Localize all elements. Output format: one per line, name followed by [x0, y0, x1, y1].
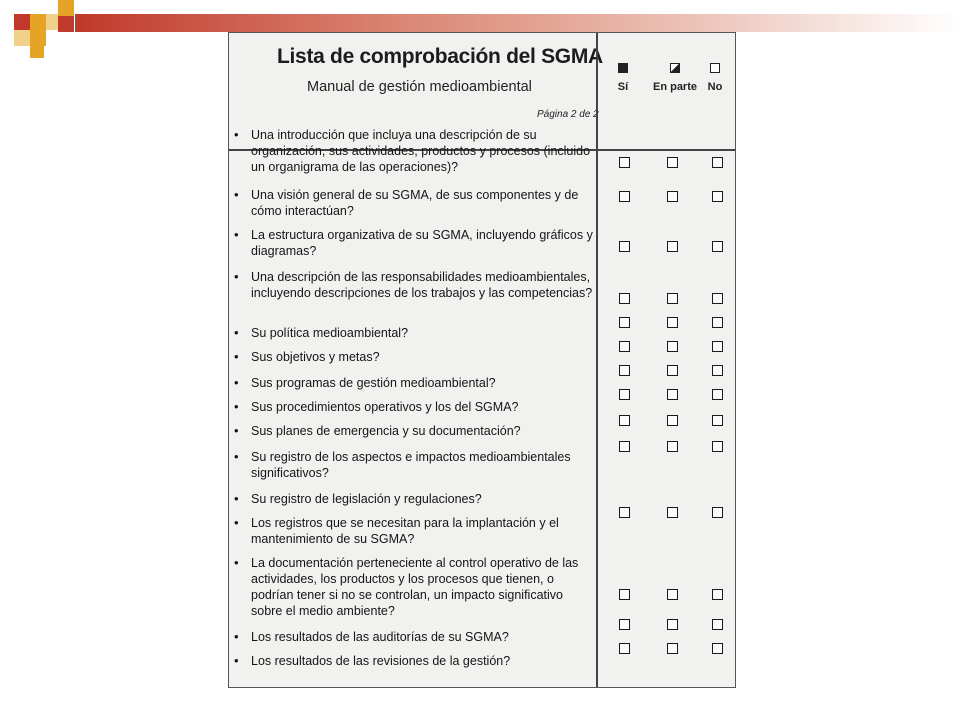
decor-square — [14, 14, 30, 30]
half-filled-square-icon — [670, 63, 680, 73]
decor-square — [46, 14, 58, 30]
checklist-item-text: La documentación perteneciente al control operativo de las actividades, los productos y los procesos que tienen, o podrían tener si no se controlan, un impacto significativo sobre el medio ambiente? — [251, 556, 579, 618]
checklist-item-text: Su política medioambiental? — [251, 326, 409, 340]
checkbox-si[interactable] — [619, 365, 630, 376]
checklist-item-text: Sus procedimientos operativos y los del SGMA? — [251, 400, 519, 414]
checklist-item — [234, 449, 596, 481]
bullet-icon: • — [234, 325, 239, 340]
checklist-item-text: Los resultados de las auditorías de su SGMA? — [251, 630, 509, 644]
checkbox-no[interactable] — [712, 317, 723, 328]
checklist-item-text: Una introducción que incluya una descripción de su organización, sus actividades, productos y procesos (incluido un organigrama de las operaciones)? — [251, 128, 591, 174]
bullet-icon: • — [234, 653, 239, 668]
checkbox-no[interactable] — [712, 589, 723, 600]
checkbox-no[interactable] — [712, 241, 723, 252]
checklist-item — [234, 653, 596, 669]
bullet-icon: • — [234, 375, 239, 390]
checklist-item — [234, 399, 596, 415]
checkbox-no[interactable] — [712, 441, 723, 452]
checklist-item — [234, 227, 596, 259]
checklist-item — [234, 491, 596, 507]
decor-square — [30, 14, 46, 30]
checklist-item-text: Sus planes de emergencia y su documentación? — [251, 424, 521, 438]
checklist-item-text: Una descripción de las responsabilidades medioambientales, incluyendo descripciones de los trabajos y las competencias? — [251, 270, 593, 300]
checklist-item — [234, 375, 596, 391]
filled-square-icon — [618, 63, 628, 73]
checklist-item-text: Una visión general de su SGMA, de sus componentes y de cómo interactúan? — [251, 188, 579, 218]
column-divider — [596, 33, 598, 687]
bullet-icon: • — [234, 127, 239, 142]
checklist-item — [234, 269, 596, 301]
checklist-item-text: Su registro de legislación y regulaciones? — [251, 492, 482, 506]
checkbox-en-parte[interactable] — [667, 619, 678, 630]
decor-gradient-bar — [75, 14, 960, 32]
column-label: En parte — [652, 81, 697, 93]
column-header-no — [692, 63, 736, 93]
document-title: Lista de comprobación del SGMA — [277, 45, 603, 68]
checkbox-en-parte[interactable] — [667, 507, 678, 518]
checklist-item-text: Su registro de los aspectos e impactos medioambientales significativos? — [251, 450, 571, 480]
checklist-item-text: Sus objetivos y metas? — [251, 350, 380, 364]
bullet-icon: • — [234, 423, 239, 438]
checkbox-en-parte[interactable] — [667, 415, 678, 426]
checkbox-en-parte[interactable] — [667, 241, 678, 252]
checkbox-si[interactable] — [619, 157, 630, 168]
checkbox-en-parte[interactable] — [667, 341, 678, 352]
checklist-item-text: Los resultados de las revisiones de la gestión? — [251, 654, 511, 668]
checkbox-en-parte[interactable] — [667, 643, 678, 654]
decor-square — [14, 30, 30, 46]
checklist-item — [234, 629, 596, 645]
checkbox-no[interactable] — [712, 365, 723, 376]
checkbox-si[interactable] — [619, 589, 630, 600]
bullet-icon: • — [234, 515, 239, 530]
checkbox-si[interactable] — [619, 415, 630, 426]
bullet-icon: • — [234, 491, 239, 506]
checkbox-en-parte[interactable] — [667, 191, 678, 202]
bullet-icon: • — [234, 269, 239, 284]
checkbox-no[interactable] — [712, 415, 723, 426]
checklist-document — [228, 32, 736, 688]
checkbox-no[interactable] — [712, 389, 723, 400]
bullet-icon: • — [234, 449, 239, 464]
checkbox-no[interactable] — [712, 507, 723, 518]
checkbox-si[interactable] — [619, 241, 630, 252]
bullet-icon: • — [234, 349, 239, 364]
checkbox-no[interactable] — [712, 341, 723, 352]
checkbox-si[interactable] — [619, 389, 630, 400]
checkbox-en-parte[interactable] — [667, 365, 678, 376]
checklist-item — [234, 423, 596, 439]
page-number: Página 2 de 2 — [537, 109, 599, 120]
checkbox-no[interactable] — [712, 191, 723, 202]
column-label: Sí — [617, 81, 629, 93]
decor-square — [58, 0, 74, 16]
checklist-item — [234, 325, 596, 341]
column-header-si — [600, 63, 646, 93]
document-subtitle: Manual de gestión medioambiental — [307, 79, 532, 95]
checkbox-en-parte[interactable] — [667, 317, 678, 328]
checklist-item — [234, 515, 596, 547]
checkbox-en-parte[interactable] — [667, 589, 678, 600]
checkbox-si[interactable] — [619, 643, 630, 654]
checkbox-no[interactable] — [712, 293, 723, 304]
checkbox-si[interactable] — [619, 191, 630, 202]
checklist-item-text: Sus programas de gestión medioambiental? — [251, 376, 496, 390]
checklist-item-text: La estructura organizativa de su SGMA, incluyendo gráficos y diagramas? — [251, 228, 593, 258]
bullet-icon: • — [234, 399, 239, 414]
bullet-icon: • — [234, 555, 239, 570]
checkbox-no[interactable] — [712, 619, 723, 630]
checkbox-en-parte[interactable] — [667, 441, 678, 452]
checkbox-no[interactable] — [712, 157, 723, 168]
checkbox-si[interactable] — [619, 441, 630, 452]
checkbox-si[interactable] — [619, 317, 630, 328]
bullet-icon: • — [234, 629, 239, 644]
checkbox-si[interactable] — [619, 507, 630, 518]
checklist-item — [234, 187, 596, 219]
checklist-item-text: Los registros que se necesitan para la implantación y el mantenimiento de su SGMA? — [251, 516, 559, 546]
checkbox-si[interactable] — [619, 341, 630, 352]
empty-square-icon — [710, 63, 720, 73]
checkbox-en-parte[interactable] — [667, 293, 678, 304]
decor-square — [30, 30, 46, 46]
checkbox-si[interactable] — [619, 293, 630, 304]
decor-square — [30, 46, 44, 58]
decor-square — [58, 16, 74, 32]
checkbox-en-parte[interactable] — [667, 389, 678, 400]
checkbox-si[interactable] — [619, 619, 630, 630]
bullet-icon: • — [234, 187, 239, 202]
checkbox-no[interactable] — [712, 643, 723, 654]
checklist-item — [234, 349, 596, 365]
checklist-item — [234, 127, 596, 175]
bullet-icon: • — [234, 227, 239, 242]
column-label: No — [707, 81, 723, 93]
checklist-item — [234, 555, 596, 619]
checkbox-en-parte[interactable] — [667, 157, 678, 168]
